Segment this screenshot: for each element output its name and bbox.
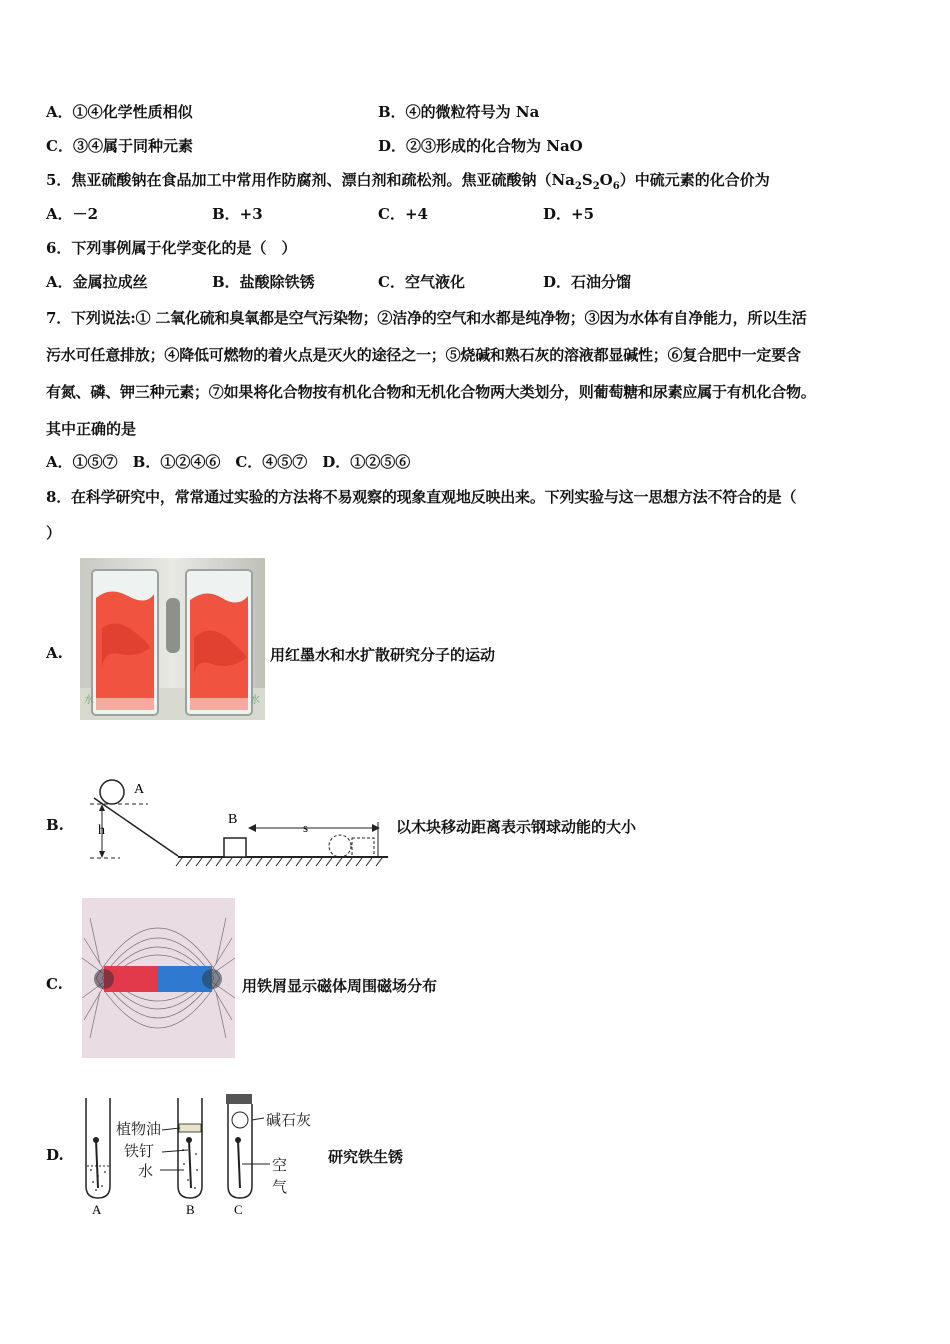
q4-option-b: B．④的微粒符号为 Na: [378, 103, 540, 121]
tube-a-label: A: [92, 1202, 102, 1217]
nail-label: 铁钉: [124, 1142, 155, 1160]
magnet-iron-filings-photo: [82, 898, 235, 1058]
q4-option-c: C．③④属于同种元素: [46, 137, 193, 155]
svg-text:水: 水: [250, 695, 260, 706]
air-label-1: 空: [272, 1156, 288, 1174]
q7-line-1: 7．下列说法:① 二氧化硫和臭氧都是空气污染物；②洁净的空气和水都是纯净物；③因为水体有自净能力，所以生活: [46, 309, 807, 327]
q6-option-a: A．金属拉成丝: [46, 273, 148, 291]
q4-option-a: A．①④化学性质相似: [46, 103, 193, 121]
q6-option-b: B．盐酸除铁锈: [212, 273, 315, 291]
height-label: h: [98, 823, 105, 838]
q6-stem: 6．下列事例属于化学变化的是（ ）: [46, 239, 297, 257]
distance-label: s: [303, 820, 309, 835]
q7-line-2: 污水可任意排放；④降低可燃物的着火点是灭火的途径之一；⑤烧碱和熟石灰的溶液都显碱性；⑥复合肥中一定要含: [46, 346, 801, 364]
q8-c-caption: 用铁屑显示磁体周围磁场分布: [242, 977, 438, 995]
q8-b-label: B.: [46, 816, 64, 834]
ball-label: A: [134, 782, 145, 797]
q5-option-c: C．+4: [378, 205, 428, 223]
q8-d-caption: 研究铁生锈: [328, 1148, 404, 1166]
q4-option-d: D．②③形成的化合物为 NaO: [378, 137, 583, 155]
q8-d-label: D.: [46, 1146, 64, 1164]
q5-option-b: B．+3: [212, 205, 263, 223]
oil-label: 植物油: [116, 1120, 162, 1138]
tube-b-label: B: [186, 1202, 195, 1217]
q8-b-caption: 以木块移动距离表示钢球动能的大小: [396, 818, 637, 836]
svg-text:水: 水: [84, 695, 94, 706]
q8-c-label: C.: [46, 975, 63, 993]
q8-line-2: ）: [46, 524, 62, 542]
water-label: 水: [138, 1162, 154, 1180]
q8-line-1: 8．在科学研究中，常常通过实验的方法将不易观察的现象直观地反映出来。下列实验与这一思想方法不符合的是（: [46, 488, 797, 506]
q7-options: A．①⑤⑦ B．①②④⑥ C．④⑤⑦ D．①②⑤⑥: [46, 453, 411, 471]
block-label: B: [228, 812, 238, 827]
air-label-2: 气: [272, 1178, 288, 1196]
q7-line-4: 其中正确的是: [46, 420, 137, 438]
tube-c-label: C: [234, 1202, 243, 1217]
q6-option-d: D．石油分馏: [543, 273, 632, 291]
q5-option-a: A．－2: [46, 205, 99, 223]
red-ink-photo: [80, 558, 265, 720]
q7-line-3: 有氮、磷、钾三种元素；⑦如果将化合物按有机化合物和无机化合物两大类划分，则葡萄糖和尿素应属于有机化合物。: [46, 383, 816, 401]
soda-lime-label: 碱石灰: [266, 1111, 312, 1129]
q6-option-c: C．空气液化: [378, 273, 465, 291]
q8-a-label: A.: [46, 644, 63, 662]
q8-a-caption: 用红墨水和水扩散研究分子的运动: [270, 646, 496, 664]
q5-option-d: D．+5: [543, 205, 595, 223]
test-tubes-diagram: [80, 1090, 320, 1220]
incline-diagram: [90, 776, 390, 872]
q5-stem: 5．焦亚硫酸钠在食品加工中常用作防腐剂、漂白剂和疏松剂。焦亚硫酸钠$(Na_2S_2O_6)$中硫元素的化合价为: [46, 171, 770, 192]
